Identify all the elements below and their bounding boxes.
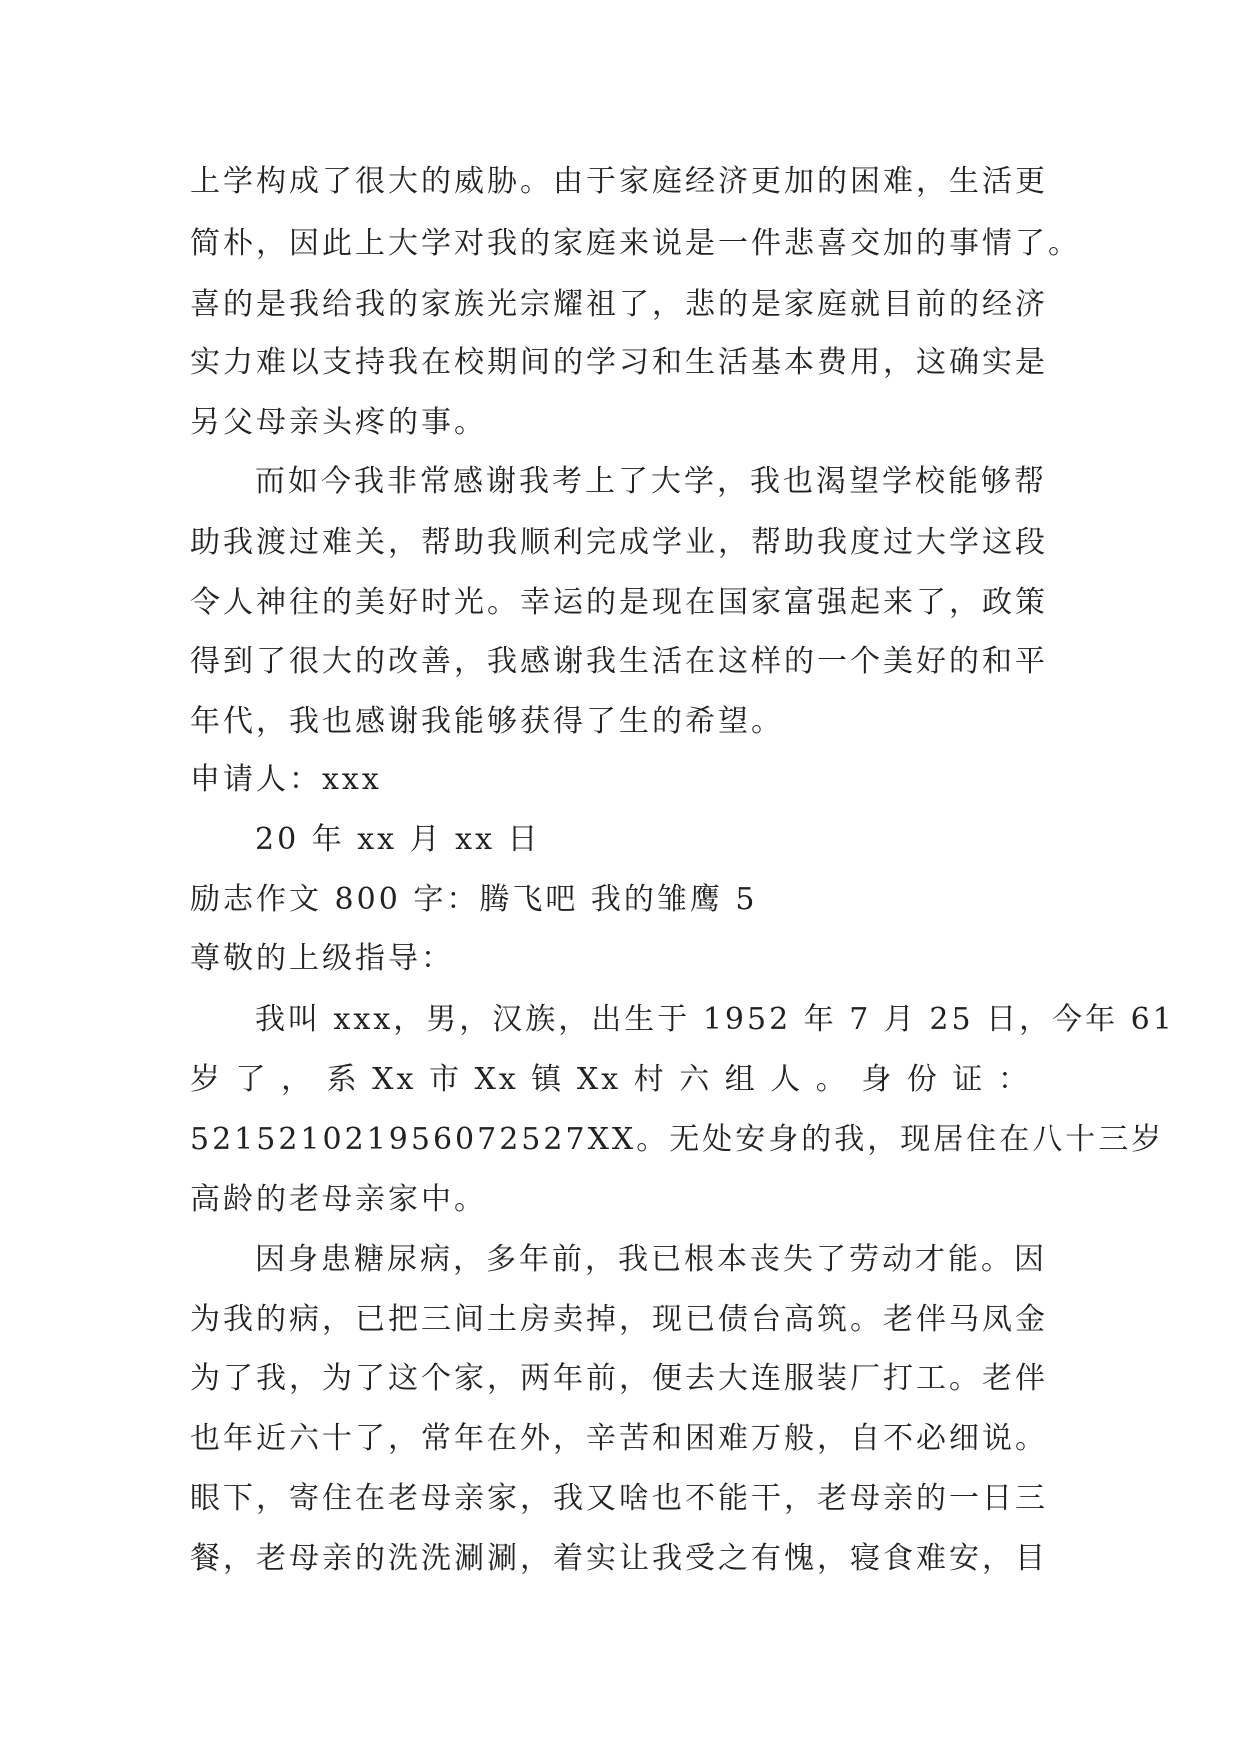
section-title: 励志作文 800 字：腾飞吧 我的雏鹰 5 bbox=[190, 882, 758, 917]
text-line: 助我渡过难关，帮助我顺利完成学业，帮助我度过大学这段 bbox=[190, 525, 1048, 560]
text-line: 为了我，为了这个家，两年前，便去大连服装厂打工。老伴 bbox=[190, 1361, 1048, 1396]
date-line: 20 年 xx 月 xx 日 bbox=[255, 822, 541, 857]
text-line: 喜的是我给我的家族光宗耀祖了，悲的是家庭就目前的经济 bbox=[190, 287, 1048, 322]
text-line: 521521021956072527XX。无处安身的我，现居住在八十三岁 bbox=[190, 1122, 1165, 1157]
text-line: 高龄的老母亲家中。 bbox=[190, 1182, 487, 1217]
text-line: 也年近六十了，常年在外，辛苦和困难万般，自不必细说。 bbox=[190, 1421, 1048, 1456]
text-line: 令人神往的美好时光。幸运的是现在国家富强起来了，政策 bbox=[190, 585, 1048, 620]
text-line: 岁 了 ， 系 Xx 市 Xx 镇 Xx 村 六 组 人 。 身 份 证 ： bbox=[190, 1062, 1031, 1097]
text-line: 餐，老母亲的洗洗涮涮，着实让我受之有愧，寝食难安，目 bbox=[190, 1541, 1048, 1576]
text-line: 简朴，因此上大学对我的家庭来说是一件悲喜交加的事情了。 bbox=[190, 226, 1081, 261]
text-line: 实力难以支持我在校期间的学习和生活基本费用，这确实是 bbox=[190, 345, 1048, 380]
text-line: 为我的病，已把三间土房卖掉，现已债台高筑。老伴马凤金 bbox=[190, 1302, 1048, 1337]
paragraph-first-line: 而如今我非常感谢我考上了大学，我也渴望学校能够帮 bbox=[255, 464, 1047, 499]
text-line: 上学构成了很大的威胁。由于家庭经济更加的困难，生活更 bbox=[190, 164, 1048, 199]
applicant-signature-line: 申请人：xxx bbox=[190, 762, 382, 797]
paragraph-first-line: 我叫 xxx，男，汉族，出生于 1952 年 7 月 25 日，今年 61 bbox=[255, 1002, 1175, 1037]
text-line: 年代，我也感谢我能够获得了生的希望。 bbox=[190, 704, 784, 739]
paragraph-first-line: 因身患糖尿病，多年前，我已根本丧失了劳动才能。因 bbox=[255, 1242, 1047, 1277]
text-line: 得到了很大的改善，我感谢我生活在这样的一个美好的和平 bbox=[190, 644, 1048, 679]
text-line: 眼下，寄住在老母亲家，我又啥也不能干，老母亲的一日三 bbox=[190, 1481, 1048, 1516]
salutation: 尊敬的上级指导： bbox=[190, 941, 454, 976]
text-line: 另父母亲头疼的事。 bbox=[190, 405, 487, 440]
